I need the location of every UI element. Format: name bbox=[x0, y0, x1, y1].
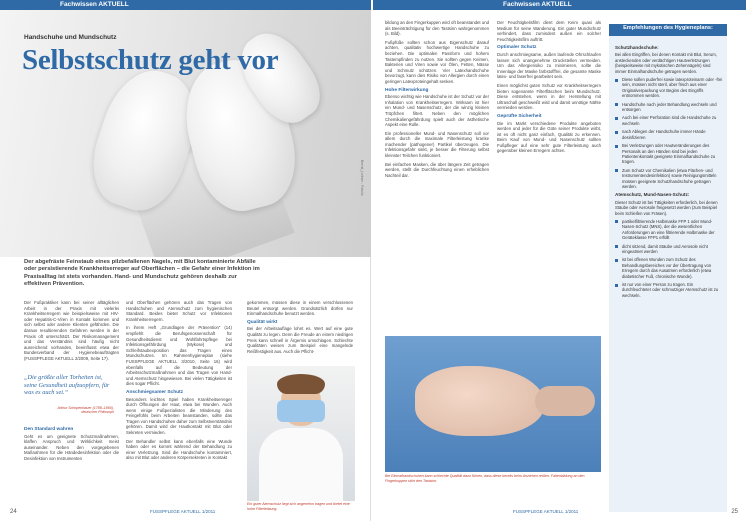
section-label: Fachwissen AKTUELL bbox=[373, 0, 746, 10]
right-page bbox=[373, 0, 746, 521]
section-heading: Optimaler Schutz bbox=[497, 45, 537, 51]
list-item: ist nur von einer Person zu tragen. Ein durchfeuchteter oder schmutziger Atemschutz ist zu wechseln. bbox=[615, 282, 723, 298]
paragraph: Bei einfachen Masken, die über längere Zeit getragen werden, stellt die Durchfeuchtung einen erheblichen Nachteil dar. bbox=[385, 161, 489, 178]
left-column-1 bbox=[24, 300, 119, 365]
article-kicker: Handschuhe und Mundschutz bbox=[24, 34, 117, 41]
article-title: Selbstschutz geht vor bbox=[22, 44, 279, 76]
box-title: Empfehlungen des Hygieneplans: bbox=[623, 25, 713, 31]
photo-credit: Bernd_Leitner - Fotolia bbox=[360, 160, 364, 196]
box-content bbox=[615, 42, 723, 301]
section-heading: Qualität wirkt bbox=[247, 319, 278, 325]
left-column-1b bbox=[24, 424, 119, 465]
paragraph: In ihrem Heft „Grundlagen der Prävention“ (14) empfiehlt die Berufsgenossenschaft für Gesundheitsdienst und Wohlfahrtspflege bei Infektionsgefährdung (Mykose) und Schleifstaubexposition das Tragen eines Mundschutzes. Im Rahmenhygieneplan (siehe FUSSPFLEGE AKTUELL 3/2010, Seite 16) wird ebenfalls auf die Bedeutung der Arbeitsschutzmaßnahmen und das Tragen von Hand- und Atemschutz hingewiesen. Bei vielen Tätigkeiten ist dies sogar Pflicht. bbox=[126, 325, 232, 387]
hair-shape bbox=[277, 374, 325, 394]
paragraph: Besonders leichtes Spiel haben Krankheitserreger durch Öffnungen der Haut, etwa bei Wunden. Auch wenn einige Fußpezialisten die Minderung des Feingefühls beim Arbeiten beanstanden, sollte das Tragen von Handschuhen daher zum Selbstverständnis gehören. Damit wird der Hautkontakt mit Blut oder Sekreten vermieden. bbox=[126, 396, 232, 436]
article-lede: Der abgefräste Feinstaub eines pilzbefallenen Nagels, mit Blut kontaminierte Abfälle oder persistierende Krankheitserreger auf Oberflächen – die Gefahr einer Infektion im Praxisalltag ist stets vorhanden. Hand- und Mundschutz gehören deshalb zur effektiven Prävention. bbox=[24, 259, 260, 287]
page-number: 25 bbox=[731, 509, 738, 515]
section-label: Fachwissen AKTUELL bbox=[0, 0, 371, 10]
right-column-1 bbox=[385, 20, 489, 181]
pull-quote: „Die größte aller Torheiten ist, seine Gesundheit aufzuopfern, für was es auch sei.“ bbox=[24, 374, 110, 396]
paragraph: bildung an den Fingerkuppen wird oft beanstandet und als Beeinträchtigung für den Tastsinn wahrgenommen (s. Bild). bbox=[385, 20, 489, 37]
list-item: Auch bei einer Perforation sind die Handschuhe zu wechseln bbox=[615, 115, 723, 126]
list-item: Handschuhe nach jeder Behandlung wechseln und entsorgen bbox=[615, 102, 723, 113]
page-footer: FUSSPFLEGE AKTUELL 1/2011 bbox=[513, 509, 579, 514]
paragraph: Fußpfüße sollten schon aus Eigenschutz darauf achten, qualitativ hochwertige Handschuhe zu beziehen. Die optimalen Passform und hohem Tastempfinden zu nutzen. Sie sollten gegen Keimen, Bakterien und Viren sowie vor Ölen, Fetten, Nässe und Schmutz schützen. Vier Latexhandschuhe bevorzugt, kann dies Risiko von Allergien durch einen geringen Latexproteingehalt senken. bbox=[385, 39, 489, 84]
paragraph: Der Feuchtigkeitsfilm dient dem Keim quasi als Medium für seine Wanderung. Ein guter Mundschutz verhindert, dass zumindest außen ein solcher Feuchtigkeitsfilm auftritt. bbox=[497, 20, 601, 42]
paragraph: Der Behandler selbst kann ebenfalls eine Wunde haben oder es kommt während der Behandlung zu einer Verletzung. Sind die Handschuhe kontaminiert, also mit Blut oder anderen Körpersekreten in Kontakt bbox=[126, 438, 232, 461]
list-item: Diese sollen puderfrei sowie latexproteinarm oder -frei sein, müssen nicht steril, aber frisch aus einer Originalverpackung vor Beginn des Eingriffs entnommen werden. bbox=[615, 77, 723, 99]
glove-hand-shape bbox=[415, 366, 545, 436]
list-item: Bei Verletzungen oder Hautveränderungen des Personals an den Händen sind bei jeden Patientenkontakt geeignete Einmalhandschuhe zu tragen. bbox=[615, 143, 723, 165]
right-column-2 bbox=[497, 20, 601, 157]
paragraph: und Oberflächen gehören auch das Tragen von Handschuhen und Atemschutz zum hygienischen Standard. Beides bietet Schutz vor Infektionen Krankheitserregern. bbox=[126, 300, 232, 322]
glove-cuff-shape bbox=[535, 386, 595, 416]
left-page bbox=[0, 0, 371, 521]
photo-glove-hand bbox=[385, 336, 601, 472]
list-item: nach Ablegen der Handschuhe immer Hände desinfizieren bbox=[615, 129, 723, 140]
box-heading: Schutzhandschuhe: bbox=[615, 45, 659, 50]
paragraph: Die im Markt verschiedene Produkte angeboten werden und jeder für die Güte seiner Produkte wirbt, ist es oft nicht ganz einfach, Qualität zu erkennen. Beim Kauf von Mund- und Nasenschutz sollten Fußpfleger auf eine sehr gute Filterleistung auch gegenüber kleinen Erregern achten. bbox=[497, 120, 601, 154]
paragraph: Bei der Arbeitsauflage lohnt es. Wert auf eine gute Qualität zu legen. Denn die Freude an einem niedrigen Preis kann schnell in Ärgernis umschlagen. Schlechte Qualitäten weisen zum Beispiel eine mangelnde Reißfestigkeit aus. Auch die Pflicht- bbox=[247, 326, 353, 354]
paragraph: Einen möglichst guten Schutz vor Krankheitserregern bieten sogenannte Filterfläschen beim Mundschutz. Diese entstehen, wenn in der Herstellung mit Ultraschall geschweißt wird und damit unnötige Nähte vermieden werden. bbox=[497, 82, 601, 111]
paragraph: Geht es um geeignete Schutzmaßnahmen, klaffen Anspruch und Wirklichkeit meist auseinander. Neben den vorgegebenen Maßnahmen für die Händedesinfektion oder die Desinfektion von Instrumenten bbox=[24, 433, 119, 461]
section-heading: Den Standard wahren bbox=[24, 427, 74, 432]
section-heading: Geprüfte Sicherheit bbox=[497, 113, 542, 119]
photo-caption: Bei Einmalhandschuhen kann schlechte Qualität dazu führen, dass diese bereits beim Anziehen reißen. Faltenbildung an den Fingerkuppen stört den Tastsinn. bbox=[385, 474, 585, 483]
left-column-3 bbox=[247, 300, 353, 357]
paragraph: gekommen, müssen diese in einem verschlossenen Beutel entsorgt werden. Grundsätzlich dürfen nur Einmalhandschuhe benutzt werden. bbox=[247, 300, 353, 317]
left-column-2 bbox=[126, 300, 232, 464]
paragraph: Der Fußpraktiker kann bei seiner alltäglichen Arbeit in der Praxis mit vielerlei Krankheitserregern wie beispielsweise mit HIV- oder Hepatitis-C-Viren in Kontakt kommen und sich selbst oder andere Klienten gefährden. Die daraus resultierenden Gefahren werden in der Praxis oft unterschätzt. Der Risikomanagement und das Verständnis sind häufig nicht ausreichend vorhanden, beeinflusst etwa der Bundesverband der Hygienebeauftragten (FUSSPFLEGE AKTUELL 2/2009, Seite 17). bbox=[24, 300, 119, 361]
list-item: partikelfiltrierende Halbmaske FFP 1 oder Mund-Nasen-Schutz (MNS), der die wesentlichen Anforderungen an eine filtrierende Halbmaske der Geräteklasse FFP1 erfüllt bbox=[615, 219, 723, 241]
section-heading: Hohe Filterwirkung bbox=[385, 87, 429, 93]
quote-author: Arthur Schopenhauer (1788–1860), deutscher Philosoph bbox=[57, 406, 114, 415]
paragraph: Ebenso wichtig wie Handschuhe ist der Schutz vor der Inhalation von Krankheitserregern. Wirksam ist hier ein Mund- und Nasenschutz, der die winzig kleinen Tröpfchen filtert. Neben den möglichen Chemikaliengefährdung spielt auch der ästhetische Aspekt eine Rolle. bbox=[385, 94, 489, 128]
list-item: ist bei offenen Wunden zum Schutz des Behandlungsbereiches vor der Übertragung von Erregern durch das Ausatmen erforderlich (etwa diabetischer Fuß, chronische Wunde). bbox=[615, 257, 723, 279]
box-intro: Dieser Schutz ist bei Tätigkeiten erforderlich, bei denen Stäube oder Aerosole freigesetzt werden (zum Beispiel beim Schleifen von Fräsen). bbox=[615, 199, 718, 216]
list-item: dicht sitzend, damit Stäube und Aerosole nicht eingeatmet werden bbox=[615, 244, 723, 255]
box-heading: Atemschutz, Mund-Nasen-Schutz: bbox=[615, 192, 690, 198]
hygiene-plan-box bbox=[609, 24, 727, 512]
list-item: Zum Schutz vor Chemikalien (etwa Flächen- und Instrumentendesinfektion) sowie Reinigungsmitteln müssen geeignete Schutzhandschuhe getragen werden. bbox=[615, 168, 723, 190]
photo-caption: Ein guter Atemschutz liegt sich angenehm tragen und bietet eine hohe Filterleistung. bbox=[247, 502, 350, 511]
page-footer: FUSSPFLEGE AKTUELL 1/2011 bbox=[150, 509, 216, 514]
box-intro: Bei allen Eingriffen, bei denen Kontakt mit Blut, Serum, ansteckenden oder verdächtigen Hautverletzungen (beispielsweise mit mykotischen Zehennägeln) sind immer Einmalhandschuhe getragen werden. bbox=[615, 52, 717, 74]
coat-shape bbox=[259, 428, 343, 501]
page-number: 24 bbox=[10, 509, 17, 515]
mask-shape bbox=[277, 400, 325, 422]
section-heading: Anschmiegsamer Schutz bbox=[126, 389, 184, 395]
paragraph: Durch anschmiegsame, außen laufende Ohrschlaufen lassen sich unangenehme Druckstellen vermeiden. Um das Allergierisiko zu minimieren, sollte die Innenlage der Maske farbstofffrei, die gesamte Maske latex- und faserfrei gearbeitet sein. bbox=[497, 51, 601, 80]
paragraph: Ein professioneller Mund- und Nasenschutz soll vor allem durch die maximale Filterleistung kranke machender (pathogener) Partikel überzeugen. Die Infektionsgefahr sinkt, je besser die Filterung selbst kleinster Teilchen funktioniert. bbox=[385, 130, 489, 159]
photo-mask-person bbox=[247, 366, 355, 501]
